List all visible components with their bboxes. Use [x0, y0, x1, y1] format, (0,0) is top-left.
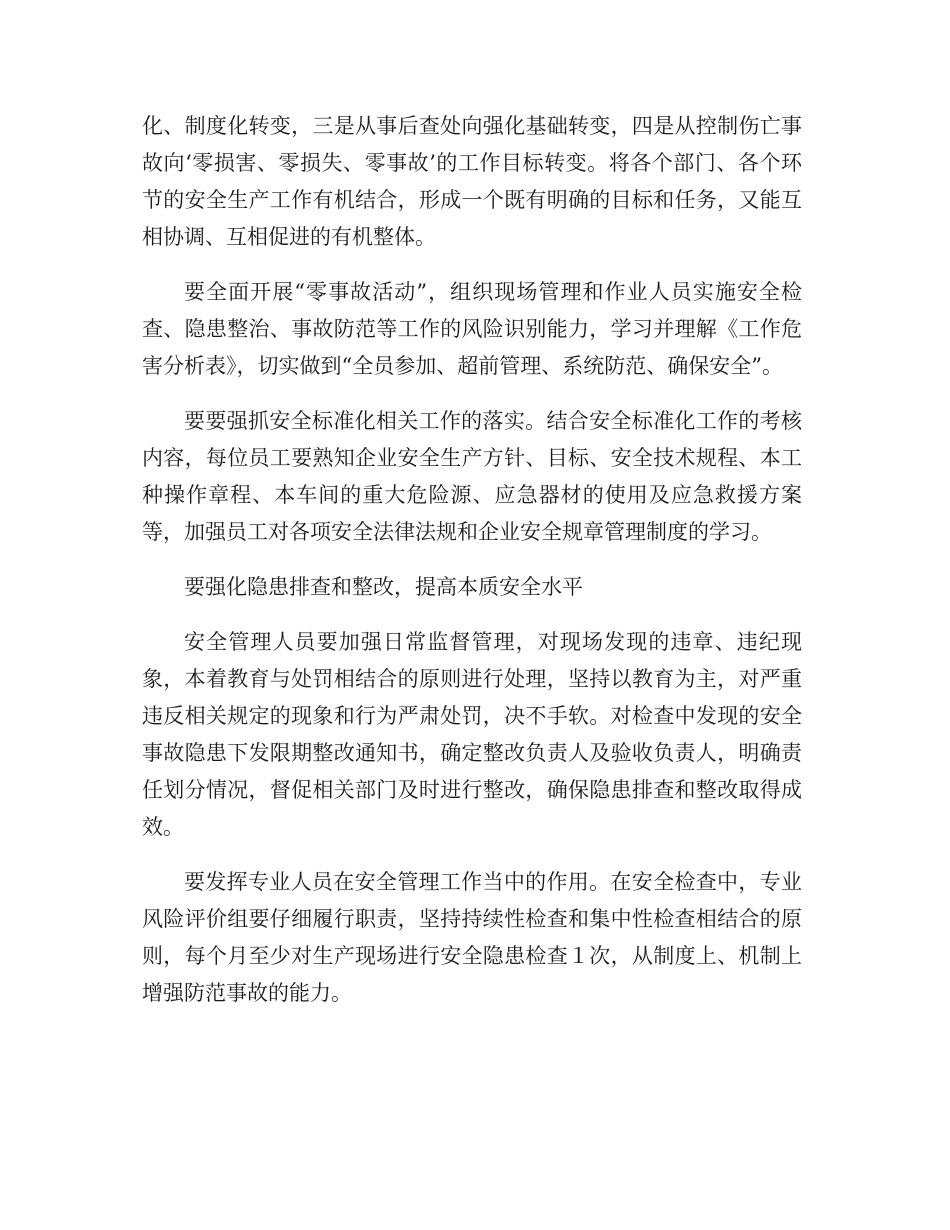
paragraph-5: 安全管理人员要加强日常监督管理，对现场发现的违章、违纪现象，本着教育与处罚相结合的原则进行处理，坚持以教育为主，对严重违反相关规定的现象和行为严肃处罚，决不手软。对检查中发现的安全事故隐患下发限期整改通知书，确定整改负责人及验收负责人，明确责任划分情况，督促相关部门及时进行整改，确保隐患排查和整改取得成效。: [142, 630, 802, 839]
section-heading: 要强化隐患排查和整改，提高本质安全水平: [184, 575, 583, 599]
paragraph-3: 要要强抓安全标准化相关工作的落实。结合安全标准化工作的考核内容，每位员工要熟知企业安全生产方针、目标、安全技术规程、本工种操作章程、本车间的重大危险源、应急器材的使用及应急救援方案等，加强员工对各项安全法律法规和企业安全规章管理制度的学习。: [142, 409, 802, 544]
paragraph-6: 要发挥专业人员在安全管理工作当中的作用。在安全检查中，专业风险评价组要仔细履行职责，坚持持续性检查和集中性检查相结合的原则，每个月至少对生产现场进行安全隐患检查１次，从制度上、机制上增强防范事故的能力。: [142, 870, 802, 1005]
paragraph-1: 化、制度化转变，三是从事后查处向强化基础转变，四是从控制伤亡事故向‘零损害、零损失、零事故’的工作目标转变。将各个部门、各个环节的安全生产工作有机结合，形成一个既有明确的目标和任务，又能互相协调、互相促进的有机整体。: [142, 114, 802, 249]
paragraph-2: 要全面开展“零事故活动”，组织现场管理和作业人员实施安全检查、隐患整治、事故防范等工作的风险识别能力，学习并理解《工作危害分析表》，切实做到“全员参加、超前管理、系统防范、确保安全”。: [142, 280, 802, 378]
document-body: [142, 108, 802, 1030]
